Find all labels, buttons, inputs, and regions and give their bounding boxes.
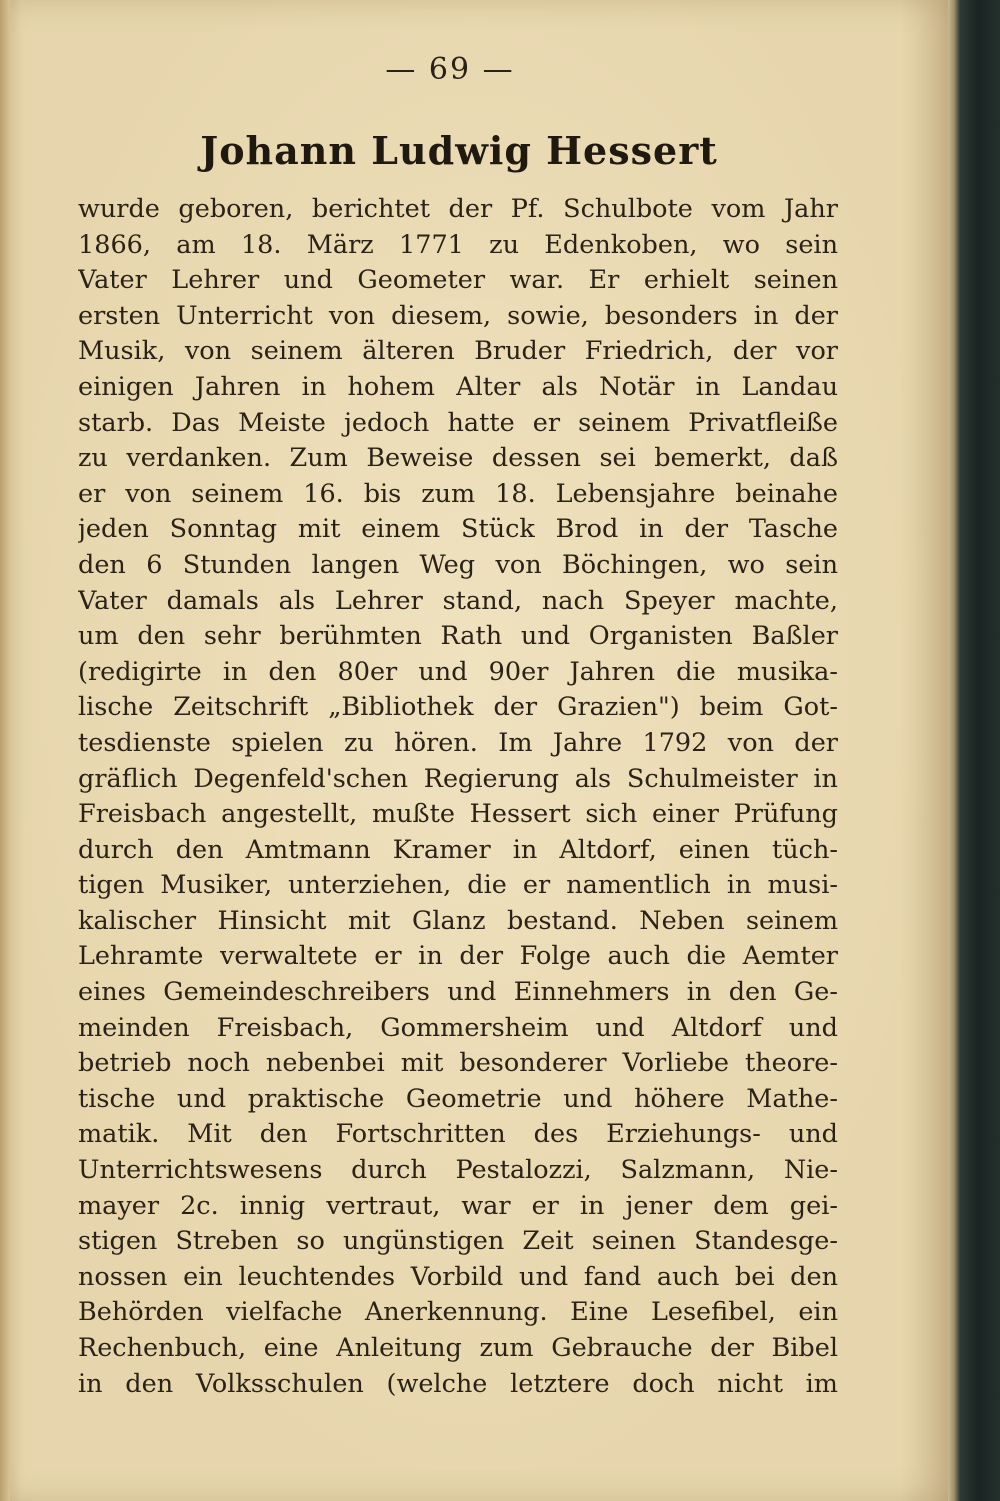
text-line: zu verdanken. Zum Beweise dessen sei bemerkt, daß (78, 443, 838, 474)
text-line: den 6 Stunden langen Weg von Böchingen, wo sein (78, 549, 838, 580)
page-title: Johann Ludwig Hessert (200, 128, 718, 173)
text-line: Lehramte verwaltete er in der Folge auch die Aemter (78, 941, 838, 972)
text-line: lische Zeitschrift „Bibliothek der Grazien") beim Got- (78, 692, 838, 723)
text-line: nossen ein leuchtendes Vorbild und fand auch bei den (78, 1261, 838, 1292)
page-number: — 69 — (385, 52, 515, 87)
text-line: betrieb noch nebenbei mit besonderer Vorliebe theore- (78, 1048, 838, 1079)
text-line: tische und praktische Geometrie und höhere Mathe- (78, 1083, 838, 1114)
text-line: Rechenbuch, eine Anleitung zum Gebrauche der Bibel (78, 1333, 838, 1363)
text-line: kalischer Hinsicht mit Glanz bestand. Neben seinem (78, 905, 838, 936)
text-line: matik. Mit den Fortschritten des Erziehungs- und (78, 1119, 838, 1150)
page-gutter (0, 0, 10, 1501)
text-line: (redigirte in den 80er und 90er Jahren die musika- (78, 656, 838, 687)
text-line: tigen Musiker, unterziehen, die er namentlich in musi- (78, 870, 838, 901)
text-line: er von seinem 16. bis zum 18. Lebensjahre beinahe (78, 478, 838, 509)
text-line: tesdienste spielen zu hören. Im Jahre 1792 von der (78, 727, 838, 758)
text-line: einigen Jahren in hohem Alter als Notär in Landau (78, 371, 838, 402)
text-line: stigen Streben so ungünstigen Zeit seinen Standesge- (78, 1226, 838, 1257)
book-cover-edge (948, 0, 1000, 1501)
text-line: in den Volksschulen (welche letztere doch nicht im (78, 1368, 838, 1399)
text-line: meinden Freisbach, Gommersheim und Altdorf und (78, 1012, 838, 1043)
text-line: mayer 2c. innig vertraut, war er in jener dem gei- (78, 1190, 838, 1221)
text-line: eines Gemeindeschreibers und Einnehmers in den Ge- (78, 977, 838, 1008)
text-line: starb. Das Meiste jedoch hatte er seinem Privatfleiße (78, 407, 838, 438)
text-line: gräflich Degenfeld'schen Regierung als Schulmeister in (78, 763, 838, 794)
text-line: um den sehr berühmten Rath und Organisten Baßler (78, 621, 838, 652)
text-line: Unterrichtswesens durch Pestalozzi, Salzmann, Nie- (78, 1155, 838, 1186)
text-line: ersten Unterricht von diesem, sowie, besonders in der (78, 300, 838, 331)
body-text (78, 192, 838, 1402)
text-line: 1866, am 18. März 1771 zu Edenkoben, wo sein (78, 229, 838, 260)
text-line: Vater damals als Lehrer stand, nach Speyer machte, (78, 585, 838, 616)
text-line: Musik, von seinem älteren Bruder Friedrich, der vor (78, 336, 838, 367)
text-line: Behörden vielfache Anerkennung. Eine Lesefibel, ein (78, 1297, 838, 1328)
text-line: jeden Sonntag mit einem Stück Brod in der Tasche (78, 514, 838, 545)
text-line: durch den Amtmann Kramer in Altdorf, einen tüch- (78, 834, 838, 865)
text-line: Freisbach angestellt, mußte Hessert sich einer Prüfung (78, 799, 838, 830)
text-line: wurde geboren, berichtet der Pf. Schulbote vom Jahr (78, 194, 838, 224)
text-line: Vater Lehrer und Geometer war. Er erhielt seinen (78, 265, 838, 296)
